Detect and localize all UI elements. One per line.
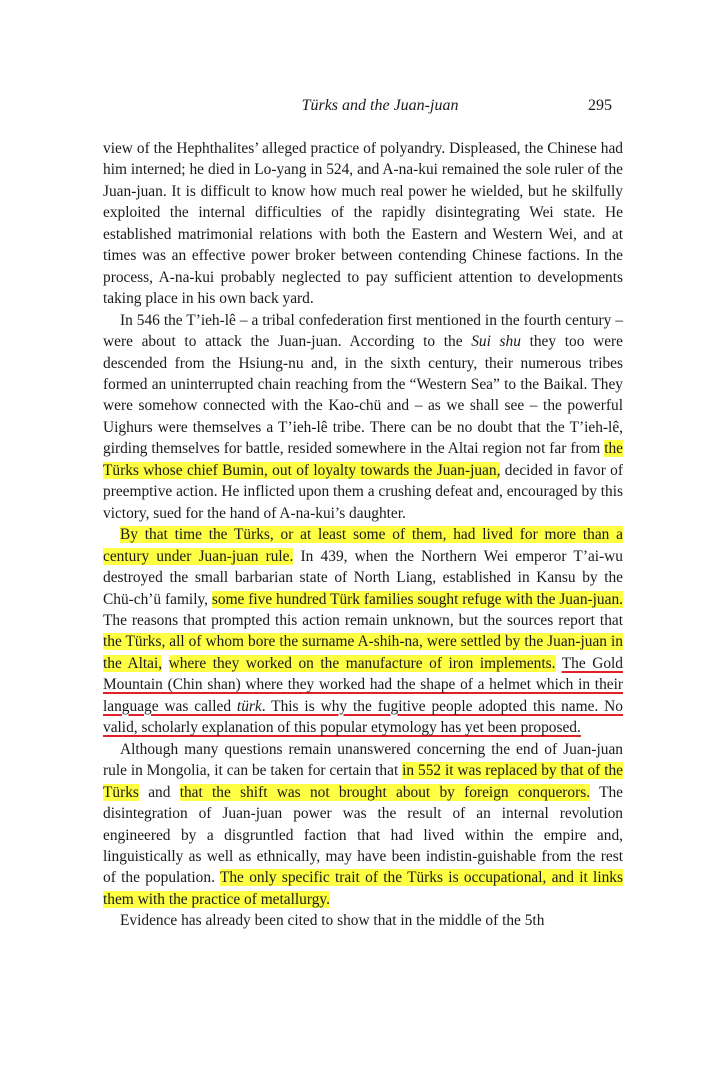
running-title: Türks and the Juan-juan: [301, 97, 459, 114]
text-run: Evidence has already been cited to show that in the middle of the 5th: [120, 912, 545, 930]
highlighted-text: the Türks whose chief Bumin, out of loyalty towards the Juan-juan,: [103, 440, 623, 479]
highlighted-text: that the shift was not brought about by foreign conquerors.: [179, 783, 591, 801]
text-run: The reasons that prompted this action remain unknown, but the sources report that: [103, 611, 623, 629]
paragraph: [103, 739, 623, 911]
text-run: decided in favor of preemptive action. He inflicted upon them a crushing defeat and, encouraged by this victory, sued for the hand of A-na-kui’s daughter.: [103, 461, 623, 522]
underlined-italic-text: türk: [236, 697, 262, 715]
paragraph: [103, 138, 623, 310]
highlighted-text: By that time the Türks, or at least some of them, had lived for more than a century under Juan-juan rule.: [103, 526, 623, 565]
page-header: [0, 97, 720, 121]
page-number: 295: [588, 97, 612, 114]
highlighted-text: the Türks, all of whom bore the surname A-shih-na, were settled by the Juan-juan in the Altai,: [103, 633, 623, 672]
body-text: [103, 138, 623, 932]
highlighted-text: The only specific trait of the Türks is occupational, and it links them with the practice of metallurgy.: [103, 869, 623, 908]
underlined-text: The Gold Mountain (Chin shan) where they worked had the shape of a helmet which in their language was called: [103, 654, 623, 715]
paragraph: [103, 310, 623, 525]
underlined-text: . This is why the fugitive people adopted this name. No valid, scholarly explanation of this popular etymology has yet been proposed.: [103, 697, 623, 737]
text-run: In 546 the T’ieh-lê – a tribal confederation first mentioned in the fourth century – were about to attack the Juan-juan. According to the: [103, 311, 623, 351]
text-run: [162, 655, 169, 672]
text-run: and: [138, 783, 180, 801]
text-run: In 439, when the Northern Wei emperor T’ai-wu destroyed the small barbarian state of North Liang, established in Kansu by the Chü-ch’ü family,: [103, 547, 623, 608]
text-run: The disintegration of Juan-juan power was the result of an internal revolution engineered by a disgruntled faction that had lived within the empire and, linguistically as well as ethnically, may have been indistin-guishable from the rest of the population.: [103, 783, 623, 887]
highlighted-text: in 552 it was replaced by that of the Türks: [103, 762, 623, 801]
highlighted-text: some five hundred Türk families sought refuge with the Juan-juan.: [211, 590, 623, 608]
highlighted-text: where they worked on the manufacture of iron implements.: [168, 654, 556, 672]
text-run: Although many questions remain unanswered concerning the end of Juan-juan rule in Mongolia, it can be taken for certain that: [103, 740, 623, 780]
paragraph: [103, 910, 623, 931]
italic-text: Sui shu: [471, 333, 521, 351]
paragraph: [103, 524, 623, 739]
text-run: they too were descended from the Hsiung-nu and, in the sixth century, their numerous tribes formed an uninterrupted chain reaching from the “Western Sea” to the Baikal. They were somehow connected with the Kao-chü and – as we shall see – the powerful Uighurs were themselves a T’ieh-lê tribe. There can be no doubt that the T’ieh-lê, girding themselves for battle, resided somewhere in the Altai region not far from: [103, 333, 623, 458]
text-run: view of the Hephthalites’ alleged practice of polyandry. Displeased, the Chinese had him interned; he died in Lo-yang in 524, and A-na-kui remained the sole ruler of the Juan-juan. It is difficult to know how much real power he wielded, but he skilfully exploited the internal difficulties of the rapidly disintegrating Wei state. He established matrimonial relations with both the Eastern and Western Wei, and at times was an effective power broker between contending Chinese factions. In the process, A-na-kui probably neglected to pay sufficient attention to developments taking place in his own back yard.: [103, 140, 623, 308]
